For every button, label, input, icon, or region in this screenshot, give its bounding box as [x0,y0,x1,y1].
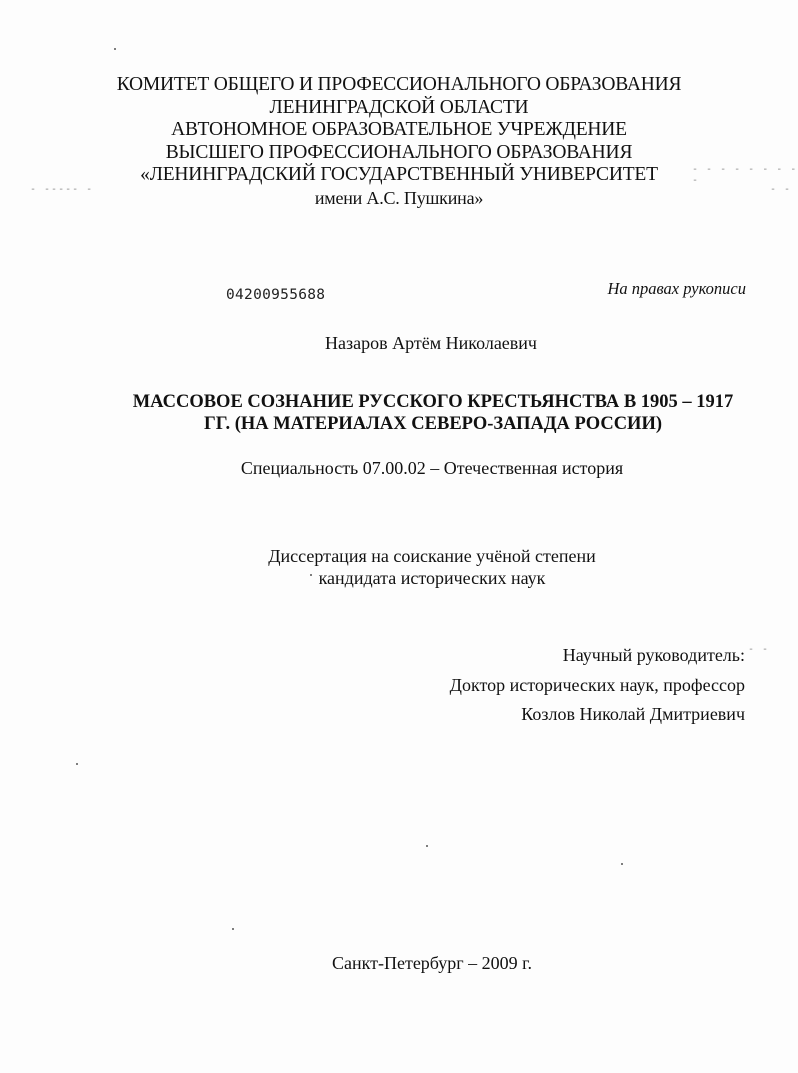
header-line-institution-type: АВТОНОМНОЕ ОБРАЗОВАТЕЛЬНОЕ УЧРЕЖДЕНИЕ [171,119,627,140]
scan-speck [621,863,623,865]
author-name: Назаров Артём Николаевич [325,333,537,353]
scan-speck [114,48,116,50]
institution-header [0,74,798,209]
degree-statement [0,545,798,589]
scan-noise-left: - ----- - [30,184,94,195]
city-year: Санкт-Петербург – 2009 г. [331,953,533,973]
scan-noise-advisor: - - [748,644,770,655]
library-stamp-number: 04200955688 [226,287,326,303]
title-line-1: МАССОВОЕ СОЗНАНИЕ РУССКОГО КРЕСТЬЯНСТВА В 1905 – 1917 [132,392,734,412]
title-line-2: ГГ. (НА МАТЕРИАЛАХ СЕВЕРО-ЗАПАДА РОССИИ) [203,414,662,434]
advisor-label: Научный руководитель: [562,645,745,665]
rights-note: На правах рукописи [607,279,746,298]
header-line-committee: КОМИТЕТ ОБЩЕГО И ПРОФЕССИОНАЛЬНОГО ОБРАЗОВАНИЯ [116,74,682,95]
scientific-advisor [450,641,745,730]
scan-speck [232,928,234,930]
scan-speck [310,574,312,576]
advisor-degree: Доктор исторических наук, профессор [449,674,745,695]
specialty: Специальность 07.00.02 – Отечественная история [240,458,624,478]
scan-noise-right: - - [770,184,792,195]
degree-line-1: Диссертация на соискание учёной степени [268,546,596,566]
scan-speck [426,845,428,847]
scan-noise-right-top: - - - - - - - - - [692,164,798,186]
header-line-named-after: имени А.С. Пушкина» [314,187,484,208]
header-line-education-level: ВЫСШЕГО ПРОФЕССИОНАЛЬНОГО ОБРАЗОВАНИЯ [165,141,633,163]
header-line-region: ЛЕНИНГРАДСКОЙ ОБЛАСТИ [269,96,529,118]
degree-line-2: кандидата исторических наук [318,568,546,588]
header-line-university-name: «ЛЕНИНГРАДСКИЙ ГОСУДАРСТВЕННЫЙ УНИВЕРСИТЕТ [140,164,658,185]
advisor-name: Козлов Николай Дмитриевич [521,704,745,724]
scan-speck [76,763,78,765]
dissertation-title [0,391,798,435]
